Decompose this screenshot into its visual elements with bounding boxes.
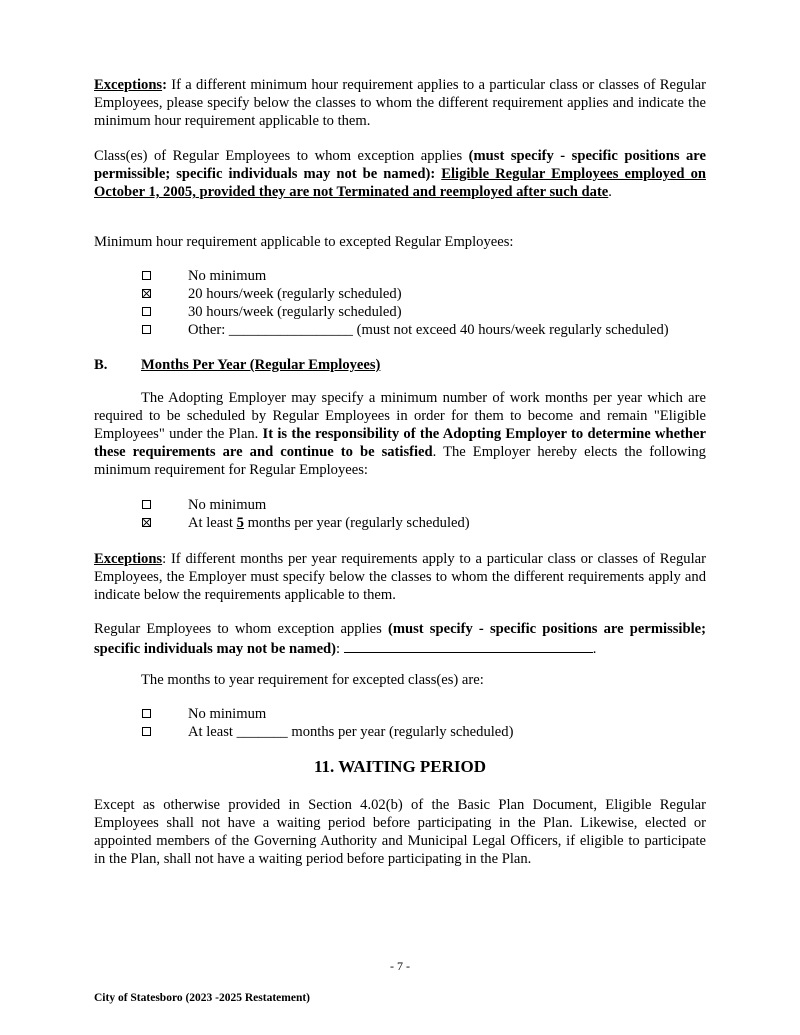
exceptions-paragraph-hours: Exceptions: If a different minimum hour requirement applies to a particular class or classes of Regular Employees, please specify below the classes to whom the different requirement applies and indicate the minimum hour requirement applicable to them. <box>94 77 706 129</box>
checkbox-icon[interactable] <box>142 325 151 334</box>
checkbox-icon[interactable] <box>142 727 151 736</box>
exceptions-label: Exceptions <box>94 551 163 567</box>
exceptions-paragraph-months: Exceptions: If different months per year requirements apply to a particular class or classes of Regular Employees, the Employer must specify below the classes to whom the different requirements apply and indicate below the requirements applicable to them. <box>94 551 706 603</box>
checkbox-icon[interactable] <box>142 500 151 509</box>
checkbox-icon[interactable] <box>142 271 151 280</box>
months-per-year-paragraph: The Adopting Employer may specify a minimum number of work months per year which are required to be scheduled by Regular Employees in order for them to become and remain "Eligible Employees" under the Plan. It is the responsibility of the Adopting Employer to determine whether these requirements are and continue to be satisfied. The Employer hereby elects the following minimum requirement for Regular Employees: <box>94 390 706 478</box>
page-number: - 7 - <box>390 959 410 973</box>
excepted-classes-value: Eligible Regular Employees employed on October 1, 2005, provided they are not Terminated and reemployed after such date <box>94 166 706 200</box>
months-value: 5 <box>236 515 244 531</box>
document-page: Exceptions: If a different minimum hour requirement applies to a particular class or classes of Regular Employees, please specify below the classes to whom the different requirement applies and indicate the minimum hour requirement applicable to them. Class(es) of Regular Employees to whom exception applies (must specify - specific positions are permissible; specific individuals may not be named): Eligible Regular Employees employed on October 1, 2005, provided they are not Terminated and reemployed after such date. Minimum hour requirement applicable to excepted Regular Employees: No minimum 20 hours/week (regularly scheduled) 30 hours/week (regularly scheduled) Other: _________________ (must not exceed 40 hours/week regularly scheduled) B. Months Per Year (Regular Employees) The Adopting Employer may specify a minimum number of work months per year which are required to be scheduled by Regular Employees in order for them to become and remain "Eligible Employees" under the Plan. It is the responsibility of the Adopting Employer to determine whether these requirements are and continue to be satisfied. The Employer hereby elects the following minimum requirement for Regular Employees: No minimum At least 5 months per year (regularly scheduled) Exceptions: If different months per year requirements apply to a particular class or classes of Regular Employees, the Employer must specify below the classes to whom the different requirements apply and indicate below the requirements applicable to them. Regular Employees to whom exception applies (must specify - specific positions are permissible; specific individuals may not be named): . The months to year requirement for excepted class(es) are: No minimum At least _______ months per year (regularly scheduled) 11. WAITING PERIOD Except as otherwise provided in Section 4.02(b) of the Basic Plan Document, Eligible Regular Employees shall not have a waiting period before participating in the Plan. Likewise, elected or appointed members of the Governing Authority and Municipal Legal Officers, if eligible to participate in the Plan, shall not have a waiting period before participating in the Plan. - 7 - City of Statesboro (2023 -2025 Restatement) <box>94 0 706 1035</box>
footer-title: City of Statesboro (2023 -2025 Restatement) <box>94 992 311 1004</box>
checkbox-icon[interactable] <box>142 307 151 316</box>
checked-checkbox-icon[interactable] <box>142 518 151 527</box>
waiting-period-paragraph: Except as otherwise provided in Section 4.02(b) of the Basic Plan Document, Eligible Regular Employees shall not have a waiting period before participating in the Plan. Likewise, elected or appointed members of the Governing Authority and Municipal Legal Officers, if eligible to participate in the Plan, shall not have a waiting period before participating in the Plan. <box>94 797 706 867</box>
excepted-employees-paragraph: Regular Employees to whom exception applies (must specify - specific positions are permissible; specific individuals may not be named): . <box>94 621 706 657</box>
excepted-classes-paragraph: Class(es) of Regular Employees to whom exception applies (must specify - specific positions are permissible; specific individuals may not be named): Eligible Regular Employees employed on October 1, 2005, provided they are not Terminated and reemployed after such date. <box>94 148 706 200</box>
section-11-title: 11. WAITING PERIOD <box>313 757 487 776</box>
checkbox-icon[interactable] <box>142 709 151 718</box>
months-to-year-intro: The months to year requirement for excepted class(es) are: <box>141 672 484 688</box>
excepted-employees-input[interactable] <box>344 638 593 653</box>
exceptions-label: Exceptions <box>94 77 163 93</box>
min-hour-intro: Minimum hour requirement applicable to excepted Regular Employees: <box>94 234 514 250</box>
checked-checkbox-icon[interactable] <box>142 289 151 298</box>
